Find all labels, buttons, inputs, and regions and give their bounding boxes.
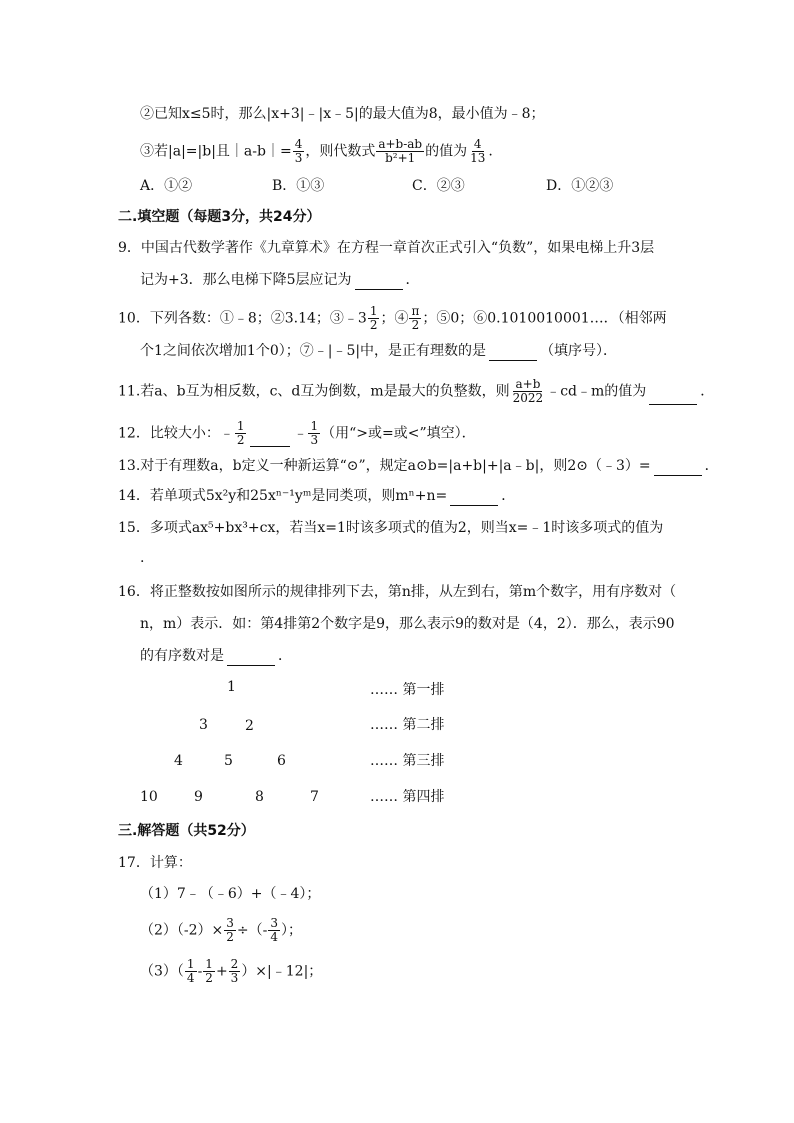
fraction: $\frac{3}{4}$: [270, 916, 279, 944]
triangle-number: 4: [174, 753, 183, 769]
fraction: $\frac{1}{2}$: [369, 304, 378, 332]
q15-line-1: 15．多项式ax⁵+bx³+cx，若当x=1时该多项式的值为2，则当x=﹣1时该多项式的值为: [118, 520, 664, 536]
fraction: $\frac{4}{13}$: [470, 137, 486, 165]
q8-statement-2: ②已知x≤5时，那么|x+3|﹣|x﹣5|的最大值为8，最小值为﹣8；: [140, 106, 545, 122]
triangle-number: 6: [277, 753, 286, 769]
q10-line-1: 10．下列各数：①﹣8；②3.14；③﹣3 $\frac{1}{2}$ ；④ $\frac{\pi}{2}$ ；⑤0；⑥0.1010010001…．（相邻两: [118, 304, 667, 332]
option-d: D．①②③: [546, 178, 614, 194]
answer-blank: [489, 346, 537, 361]
option-b: B．①③: [272, 178, 325, 194]
answer-blank: [450, 491, 498, 506]
option-c: C．②③: [412, 178, 465, 194]
triangle-number: 9: [194, 789, 203, 805]
q16-line-2: n，m）表示．如：第4排第2个数字是9，那么表示9的数对是（4，2）．那么，表示90: [140, 616, 675, 632]
section-solve-title: 三.解答题（共52分）: [118, 823, 255, 839]
answer-blank: [355, 275, 403, 290]
triangle-number: 10: [140, 789, 158, 805]
answer-blank: [227, 651, 275, 666]
q17-part-1: （1）7﹣（﹣6）+（﹣4）；: [140, 886, 321, 902]
fraction: $\frac{1}{2}$: [205, 957, 213, 985]
fraction: $\frac{\pi}{2}$: [411, 304, 420, 332]
q17-part-2: （2）（-2）× $\frac{3}{2}$ ÷（- $\frac{3}{4}$ ）；: [140, 916, 303, 944]
q17-part-3: （3）（ $\frac{1}{4}$ - $\frac{1}{2}$ + $\frac{2}{3}$ ）×|﹣12|；: [140, 957, 323, 985]
triangle-number: 5: [224, 753, 233, 769]
answer-blank: [250, 432, 290, 447]
q16-line-1: 16．将正整数按如图所示的规律排列下去，第n排，从左到右，第m个数字，用有序数对（: [118, 584, 677, 600]
fraction: $\frac{a+b-ab}{\text{b²+1}}$: [378, 137, 423, 165]
fraction: $\frac{a+b}{2022}$: [512, 377, 544, 405]
answer-blank: [654, 461, 702, 476]
answer-blank: [649, 390, 697, 405]
q9-line-2: 记为+3．那么电梯下降5层应记为 ．: [140, 272, 420, 288]
fraction: $\frac{4}{3}$: [294, 137, 303, 165]
q16-line-3: 的有序数对是 ．: [140, 648, 292, 664]
row-label: …… 第一排: [370, 682, 445, 698]
fraction: $\frac{3}{2}$: [226, 916, 234, 944]
q8-statement-3: ③若|a|=|b|且｜a-b｜= $\frac{4}{3}$ ，则代数式 $\frac{a+b-ab}{\text{b²+1}}$ 的值为 $\frac{4}{13}$ .: [140, 137, 493, 165]
q12-line: 12．比较大小：﹣ $\frac{1}{2}$ ﹣ $\frac{1}{3}$ （用“>或=或<”填空）．: [118, 419, 476, 447]
triangle-number: 3: [199, 717, 208, 733]
q9-line-1: 9．中国古代数学著作《九章算术》在方程一章首次正式引入“负数”，如果电梯上升3层: [118, 240, 655, 256]
fraction: $\frac{1}{2}$: [236, 419, 245, 447]
q11-line: 11.若a、b互为相反数，c、d互为倒数，m是最大的负整数，则 $\frac{a+b}{2022}$ ﹣cd﹣m的值为 ．: [118, 377, 715, 405]
triangle-number: 2: [245, 718, 254, 734]
option-a: A．①②: [140, 178, 193, 194]
q14-line: 14．若单项式5x²y和25xⁿ⁻¹yᵐ是同类项，则mⁿ+n= ．: [118, 488, 516, 504]
q17-title: 17．计算：: [118, 855, 192, 871]
row-label: …… 第三排: [370, 753, 445, 769]
row-label: …… 第四排: [370, 789, 445, 805]
section-fill-in-title: 二.填空题（每题3分，共24分）: [118, 209, 321, 225]
fraction: $\frac{1}{4}$: [186, 957, 195, 985]
row-label: …… 第二排: [370, 717, 445, 733]
q15-line-2: .: [140, 550, 145, 566]
triangle-number: 8: [255, 789, 264, 805]
q13-line: 13.对于有理数a，b定义一种新运算“⊙”，规定a⊙b=|a+b|+|a﹣b|，则2⊙（﹣3）= ．: [118, 458, 719, 474]
fraction: $\frac{2}{3}$: [230, 957, 239, 985]
q10-line-2: 个1之间依次增加1个0）；⑦﹣|﹣5|中，是正有理数的是 （填序号）．: [140, 343, 618, 359]
triangle-number: 7: [310, 789, 319, 805]
fraction: $\frac{1}{3}$: [310, 419, 319, 447]
triangle-number: 1: [227, 679, 236, 695]
